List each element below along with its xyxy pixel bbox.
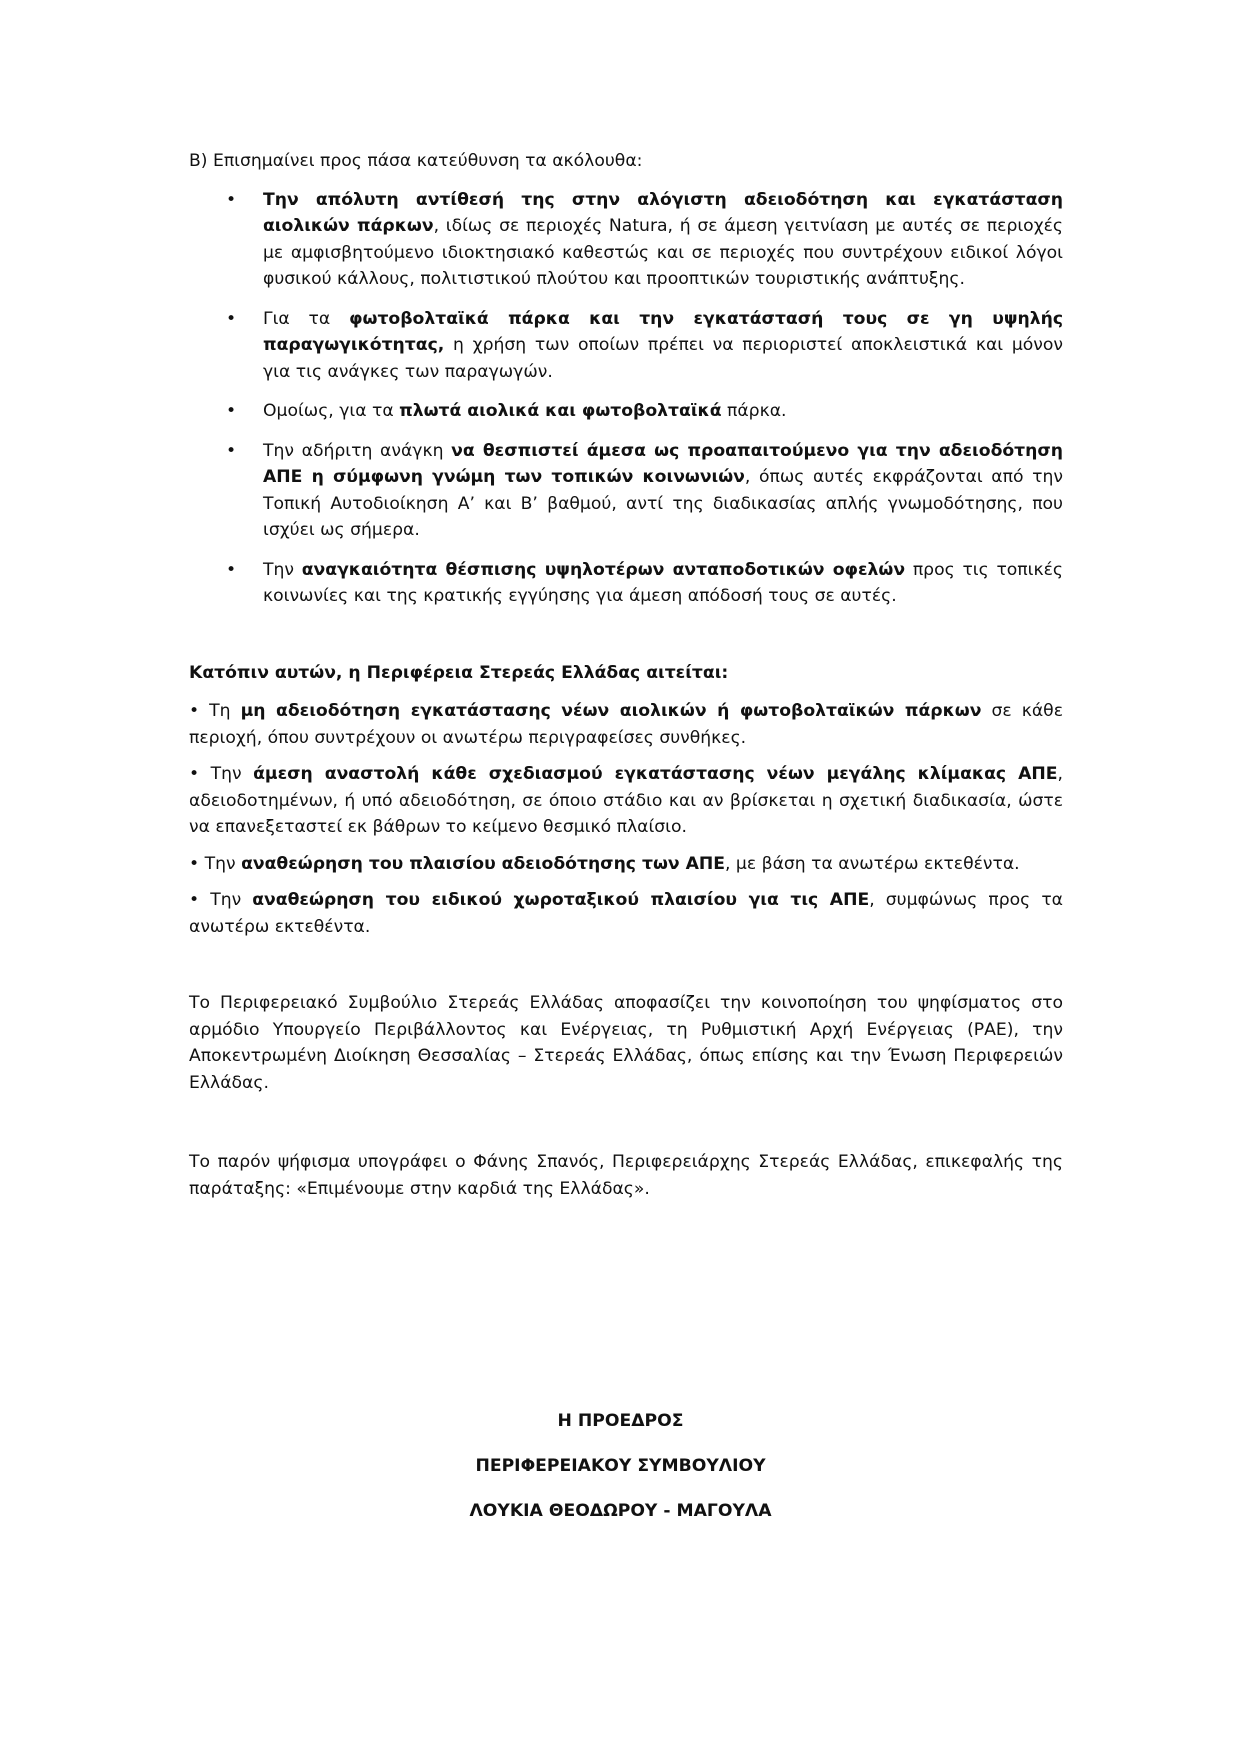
point-item [189,306,1063,386]
request-item [189,698,1063,751]
request-text: , αδειοδοτημένων, ή υπό αδειοδότηση, σε όποιο στάδιο και αν βρίσκεται η σχετική διαδικασία, ώστε να επανεξεταστεί εκ βάθρων το κείμενο θεσμικό πλαίσιο. [189,764,1063,837]
point-item [189,557,1063,610]
point-text: , ιδίως σε περιοχές Natura, ή σε άμεση γειτνίαση με αυτές σε περιοχές με αμφισβητούμενο ιδιοκτησιακό καθεστώς και σε περιοχές που συντρέχουν ειδικοί λόγοι φυσικού κάλλους, πολιτιστικού πλούτου και προοπτικών τουριστικής ανάπτυξης. [263,216,1063,289]
request-text: , με βάση τα ανωτέρω εκτεθέντα. [725,853,1020,874]
point-text: πάρκα. [721,401,787,421]
request-emphasis: αναθεώρηση του πλαισίου αδειοδότησης των ΑΠΕ [241,853,725,874]
point-text: Για τα [263,308,350,329]
request-heading: Κατόπιν αυτών, η Περιφέρεια Στερεάς Ελλάδας αιτείται: [189,662,729,683]
notification-paragraph: Το Περιφερειακό Συμβούλιο Στερεάς Ελλάδας αποφασίζει την κοινοποίηση του ψηφίσματος στο αρμόδιο Υπουργείο Περιβάλλοντος και Ενέργειας, τη Ρυθμιστική Αρχή Ενέργειας (ΡΑΕ), την Αποκεντρωμένη Διοίκηση Θεσσαλίας – Στερεάς Ελλάδας, όπως επίσης και την Ένωση Περιφερειών Ελλάδας. [189,993,1063,1093]
point-emphasis: να θεσπιστεί άμεσα ως προαπαιτούμενο για την αδειοδότηση ΑΠΕ η σύμφωνη γνώμη των τοπικών κοινωνιών [263,440,1064,487]
bullet-icon: • [226,440,237,461]
signatory-paragraph: Το παρόν ψήφισμα υπογράφει ο Φάνης Σπανός, Περιφερειάρχης Στερεάς Ελλάδας, επικεφαλής της παράταξης: «Επιμένουμε στην καρδιά της Ελλάδας». [189,1152,1063,1199]
signature-title: Η ΠΡΟΕΔΡΟΣ [557,1411,684,1431]
intro-line: Β) Επισημαίνει προς πάσα κατεύθυνση τα ακόλουθα: [189,151,643,171]
bullet-icon: • [226,189,237,210]
point-text: η χρήση των οποίων πρέπει να περιοριστεί αποκλειστικά και μόνον για τις ανάγκες των παραγωγών. [263,335,1063,382]
point-text: , όπως αυτές εκφράζονται από την Τοπική Αυτοδιοίκηση Α’ και Β’ βαθμού, αντί της διαδικασίας απλής γνωμοδότησης, που ισχύει ως σήμερα. [263,467,1063,540]
point-item [189,438,1063,544]
request-text: • Την [189,764,254,784]
request-emphasis: μη αδειοδότηση εγκατάστασης νέων αιολικών ή φωτοβολταϊκών πάρκων [240,701,982,721]
point-emphasis: αναγκαιότητα θέσπισης υψηλοτέρων ανταποδοτικών οφελών [301,559,906,580]
request-text: • Την [189,890,253,910]
point-item [189,187,1063,293]
request-text: • Τη [189,701,241,721]
signature-name: ΛΟΥΚΙΑ ΘΕΟΔΩΡΟΥ - ΜΑΓΟΥΛΑ [469,1501,772,1521]
request-text: σε κάθε περιοχή, όπου συντρέχουν οι ανωτέρω περιγραφείσες συνθήκες. [189,701,1063,748]
point-text: προς τις τοπικές κοινωνίες και της κρατικής εγγύησης για άμεση απόδοσή τους σε αυτές. [263,559,1063,606]
request-text: , συμφώνως προς τα ανωτέρω εκτεθέντα. [189,890,1063,937]
request-item [189,761,1063,841]
point-text: Την αδήριτη ανάγκη [263,440,452,461]
request-emphasis: άμεση αναστολή κάθε σχεδιασμού εγκατάστασης νέων μεγάλης κλίμακας ΑΠΕ [253,764,1058,784]
request-item [189,851,1063,878]
point-emphasis: Την απόλυτη αντίθεσή της στην αλόγιστη αδειοδότηση και εγκατάσταση αιολικών πάρκων [263,189,1063,236]
bullet-icon: • [226,401,237,421]
request-emphasis: αναθεώρηση του ειδικού χωροταξικού πλαισίου για τις ΑΠΕ [252,890,870,910]
request-text: • Την [189,853,242,874]
bullet-icon: • [226,559,237,580]
request-item [189,887,1063,940]
point-emphasis: φωτοβολταϊκά πάρκα και την εγκατάστασή τους σε γη υψηλής παραγωγικότητας, [263,308,1064,355]
signature-block [0,1408,1241,1543]
point-text: Την [263,559,302,580]
points-list [189,187,1063,610]
document-body [189,148,1063,1202]
point-emphasis: πλωτά αιολικά και φωτοβολταϊκά [399,401,722,421]
point-item [189,398,1063,425]
bullet-icon: • [226,308,237,329]
point-text: Ομοίως, για τα [263,401,400,421]
signature-body: ΠΕΡΙΦΕΡΕΙΑΚΟΥ ΣΥΜΒΟΥΛΙΟΥ [475,1456,766,1476]
